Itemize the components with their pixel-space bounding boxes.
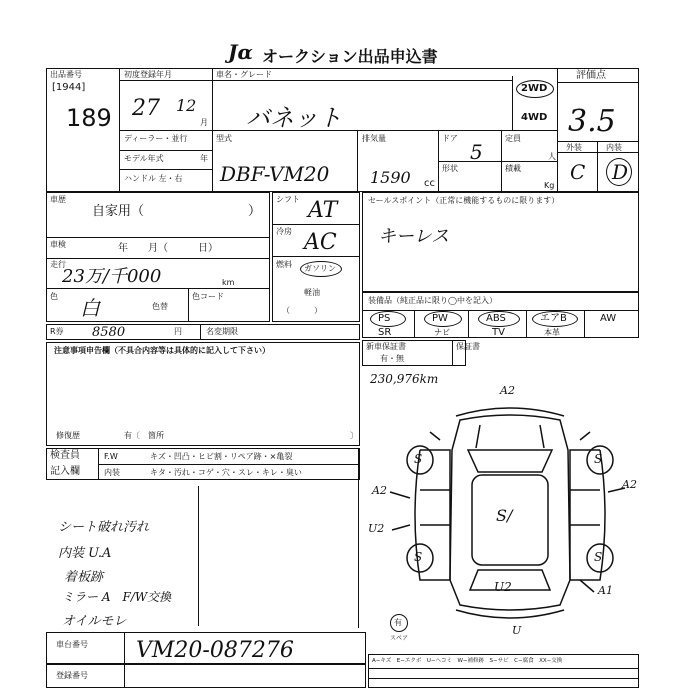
repair-history-close: 〕 [350,431,358,440]
spare-mark: 有 [394,618,402,627]
vehicle-damage-diagram [380,380,650,640]
equip-tv: TV [492,327,505,338]
drive-2wd: 2WD [521,83,548,94]
auction-logo: Jα [228,40,253,64]
doors: 5 [470,140,483,164]
equip-ps: PS [378,313,391,324]
dealer-label: ディーラー・並行 [124,134,188,143]
name-change-label: 名変期限 [206,327,238,336]
fw-value: キズ・凹凸・ヒビ割・リペア跡・×亀裂 [150,452,293,461]
damage-legend: A−キズ E−エクボ U−ヘコミ W−補修跡 S−サビ C−腐食 XX−交換 [372,658,563,664]
tire-front-right: S [594,452,603,466]
ac-label: 冷房 [276,227,292,236]
equip-aw: AW [600,313,617,324]
interior-check-value: キタ・汚れ・コゲ・穴・スレ・キレ・臭い [150,468,302,477]
chassis-label: 車台番号 [56,640,88,649]
diagram-center: S/ [496,506,513,525]
equip-pw: PW [432,313,448,324]
registration-month-unit: 月 [200,118,208,127]
fuel-value: ガソリン [304,264,336,273]
lot-number: 189 [66,104,112,132]
interior-label: 内装 [606,143,622,152]
recycle-unit: 円 [174,327,182,336]
sub-number: [1944] [52,82,86,93]
interior-grade: D [612,160,629,184]
inspection-label: 車検 [50,240,66,249]
new-car-warranty-value: 有・無 [380,354,404,363]
first-registration-label: 初度登録年月 [124,70,172,79]
equip-navi: ナビ [434,328,450,337]
score: 3.5 [568,104,616,139]
door-label: ドア [442,134,458,143]
diagram-right-upper: A2 [622,478,637,491]
registration-box [46,664,366,688]
model-name: バネット [246,104,342,132]
model-year-unit: 年 [200,154,208,163]
interior-check-label: 内装 [104,468,120,477]
usage-label: 車歴 [50,195,66,204]
score-label: 評価点 [576,70,606,81]
chassis-number: VM20-087276 [136,638,294,663]
type-label: 型式 [216,134,232,143]
repair-history-label: 修復歴 [56,431,80,440]
diagram-right-lower: A1 [598,584,613,597]
note-line-3: 着板跡 [64,570,104,585]
inspection-date: 年 月（ 日） [118,243,218,254]
odometer-note: 230,976km [370,372,439,386]
load-unit: Kg [544,181,555,190]
color-label: 色 [50,292,58,301]
shift-label: シフト [276,195,300,204]
color-value: 白 [80,296,100,320]
type-value: DBF-VM20 [220,162,330,186]
diagram-top-mark: A2 [500,384,515,397]
equip-leather: 本革 [544,328,560,337]
notes-label: 注意事項申告欄（不具合内容等は具体的に記入して下さい） [54,346,270,355]
lot-number-label: 出品番号 [50,70,82,79]
displacement-label: 排気量 [362,134,386,143]
registration-month: 12 [176,96,197,115]
drive-4wd: 4WD [521,112,548,123]
notes-box [46,342,360,446]
capacity-unit: 人 [548,152,556,161]
note-line-4: ミラー A F/W交換 [62,590,172,604]
selling-point-label: セールスポイント（正常に機能するものに限ります） [368,196,560,205]
mileage-unit: km [222,278,235,287]
displacement-unit: cc [424,178,435,189]
recycle-label: R券 [50,327,64,336]
inspector-label-2: 記入欄 [50,466,80,477]
model-name-label: 車名・グレード [216,70,272,79]
exterior-grade: C [570,160,586,184]
inspector-label-1: 検査員 [50,450,80,461]
exterior-label: 外装 [566,143,582,152]
model-year-label: モデル年式 [124,154,164,163]
equipment-label: 装備品（純正品に限り◯中を記入） [368,296,497,305]
diagram-left-upper: A2 [372,484,387,497]
color-change-label: 色替 [152,302,168,311]
mileage: 23万/千000 [62,266,162,287]
note-line-5: オイルモレ [62,614,127,629]
displacement: 1590 [370,168,411,187]
usage-close: ） [248,204,262,219]
registration-label: 登録番号 [56,671,88,680]
equip-airbag: エアB [540,313,567,324]
light-oil: 軽油 [304,288,320,297]
warranty-card-label: 保証書 [456,342,480,351]
repair-history-value: 有〔 箇所 [124,431,164,440]
mileage-label: 走行 [50,260,66,269]
recycle-value: 8580 [92,325,126,340]
selling-point-value: キーレス [378,226,450,247]
equip-sr: SR [378,327,392,338]
tire-rear-right: S [594,550,603,564]
ac-value: AC [304,230,337,255]
capacity-label: 定員 [505,134,521,143]
diagram-bottom: U2 [494,580,512,594]
page-title: オークション出品申込書 [262,47,438,66]
diagram-left-lower: U2 [368,522,385,535]
spare-label: スペア [390,635,409,642]
equip-abs: ABS [486,313,506,324]
fuel-other: （ ） [282,306,322,315]
fw-label: F.W [104,452,118,461]
diagram-bottom-2: U [512,624,522,637]
note-line-2: 内装 U.A [58,546,112,561]
handle-label: ハンドル 左・右 [124,174,183,183]
fuel-label: 燃料 [276,260,292,269]
new-car-warranty-label: 新車保証書 [366,342,406,351]
usage-value: 自家用（ [92,204,145,219]
shape-label: 形状 [442,164,458,173]
shift-value: AT [308,198,338,223]
color-code-label: 色コード [192,292,224,301]
load-label: 積載 [505,164,521,173]
tire-rear-left: S [414,550,423,564]
tire-front-left: S [414,452,423,466]
note-line-1: シート破れ汚れ [58,520,150,535]
registration-year: 27 [132,96,160,121]
